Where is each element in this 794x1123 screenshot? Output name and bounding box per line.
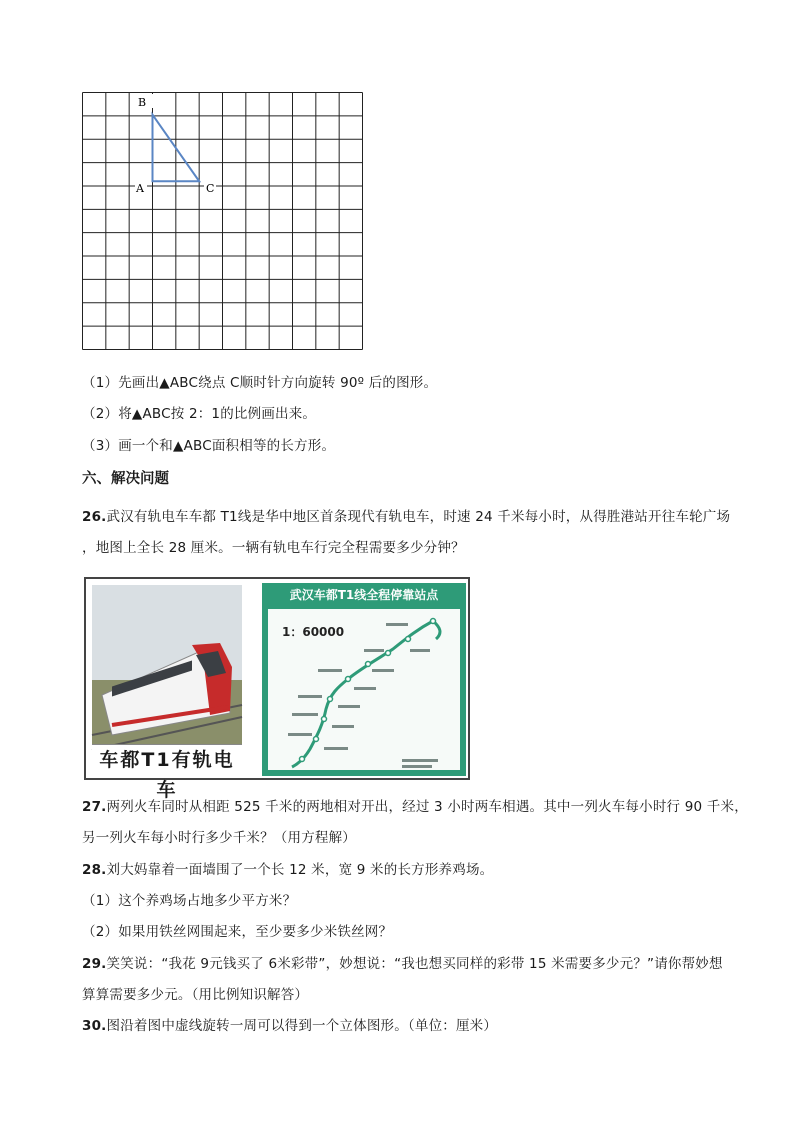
label-b: B [138, 96, 147, 109]
question-text: 图沿着图中虚线旋转一周可以得到一个立体图形。（单位：厘米） [106, 1018, 498, 1034]
grid-lines [83, 93, 363, 350]
question-number: 27. [82, 799, 107, 815]
tram-photo [92, 585, 242, 801]
grid-figure [82, 92, 363, 350]
question-27-line-2: 另一列火车每小时行多少千米？（用方程解） [82, 830, 356, 846]
question-25-1: （1）先画出▲ABC绕点 C顺时针方向旋转 90º 后的图形。 [82, 375, 438, 391]
question-26-line-1 [82, 507, 730, 527]
label-a: A [136, 182, 144, 195]
question-28-line-1 [82, 860, 493, 880]
question-26-line-2: ，地图上全长 28 厘米。一辆有轨电车行完全程需要多少分钟？ [82, 540, 465, 556]
tram-figure [84, 577, 470, 801]
section-title-6: 六、解决问题 [82, 471, 169, 487]
question-text: 刘大妈靠着一面墙围了一个长 12 米，宽 9 米的长方形养鸡场。 [106, 862, 494, 878]
question-28-sub-1: （1）这个养鸡场占地多少平方米？ [82, 893, 297, 909]
question-27-line-1 [82, 797, 748, 817]
tram-caption: 车都T1有轨电车 [92, 744, 242, 775]
map-scale: 1：60000 [282, 625, 345, 639]
question-text: 武汉有轨电车车都 T1线是华中地区首条现代有轨电车，时速 24 千米每小时，从得胜港站开往车轮广场 [106, 509, 731, 525]
question-28-sub-2: （2）如果用铁丝网围起来，至少要多少米铁丝网？ [82, 924, 393, 940]
map-title: 武汉车都T1线全程停靠站点 [289, 588, 439, 602]
map-body [268, 609, 460, 770]
question-number: 28. [82, 862, 107, 878]
question-29-line-2: 算算需要多少元。（用比例知识解答） [82, 987, 309, 1003]
question-number: 30. [82, 1018, 107, 1034]
label-c: C [206, 182, 215, 195]
route-map [262, 583, 466, 776]
question-25-2: （2）将▲ABC按 2：1的比例画出来。 [82, 406, 317, 422]
question-25-3: （3）画一个和▲ABC面积相等的长方形。 [82, 438, 336, 454]
question-number: 29. [82, 956, 107, 972]
question-number: 26. [82, 509, 107, 525]
question-30-line-1 [82, 1016, 497, 1036]
question-text: 两列火车同时从相距 525 千米的两地相对开出，经过 3 小时两车相遇。其中一列火车每小时行 90 千米， [106, 799, 748, 815]
question-text: 笑笑说：“我花 9元钱买了 6米彩带”，妙想说：“我也想买同样的彩带 15 米需要多少元？”请你帮妙想 [106, 956, 723, 972]
question-29-line-1 [82, 954, 723, 974]
grid-svg [82, 92, 363, 350]
route-line [268, 609, 460, 770]
